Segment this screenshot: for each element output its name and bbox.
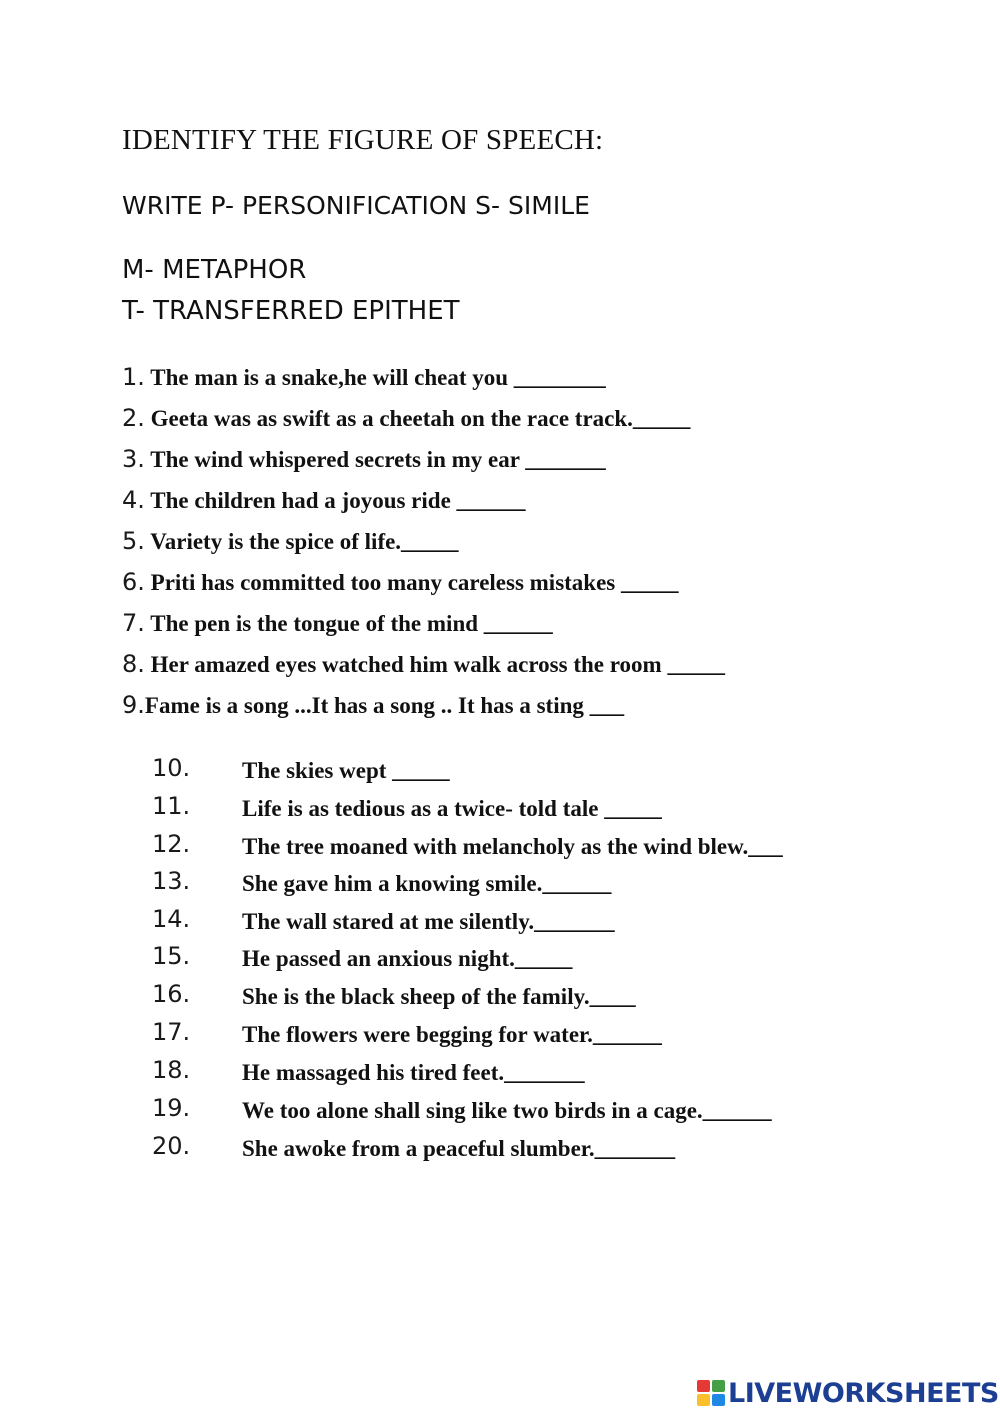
question-number: 16. — [152, 980, 191, 1008]
worksheet-title: IDENTIFY THE FIGURE OF SPEECH: — [122, 124, 604, 156]
question-text: The pen is the tongue of the mind ______ — [144, 611, 553, 636]
worksheet-instruction: WRITE P- PERSONIFICATION S- SIMILE — [122, 191, 590, 220]
question-8 — [122, 652, 725, 676]
question-number: 19. — [152, 1094, 191, 1122]
question-number: 4. — [122, 486, 145, 514]
question-7 — [122, 611, 553, 635]
liveworksheets-logo-icon — [697, 1380, 725, 1406]
question-text: Priti has committed too many careless mistakes _____ — [144, 570, 679, 595]
question-text: Variety is the spice of life._____ — [144, 529, 459, 554]
question-text: She awoke from a peaceful slumber._______ — [242, 1136, 676, 1161]
question-text: The flowers were begging for water.______ — [242, 1022, 662, 1047]
question-number: 9. — [122, 691, 145, 719]
question-number: 14. — [152, 905, 191, 933]
question-5 — [122, 529, 459, 553]
question-9 — [122, 693, 624, 717]
question-text: He massaged his tired feet._______ — [242, 1060, 585, 1085]
liveworksheets-wordmark: LIVEWORKSHEETS — [728, 1377, 999, 1409]
question-text: The wall stared at me silently._______ — [242, 909, 615, 934]
question-number: 3. — [122, 445, 145, 473]
question-number: 12. — [152, 830, 191, 858]
question-text: Life is as tedious as a twice- told tale _____ — [242, 796, 662, 821]
question-text: We too alone shall sing like two birds in a cage.______ — [242, 1098, 772, 1123]
question-3 — [122, 447, 606, 471]
question-number: 18. — [152, 1056, 191, 1084]
question-4 — [122, 488, 526, 512]
question-number: 20. — [152, 1132, 191, 1160]
question-number: 15. — [152, 942, 191, 970]
question-number: 8. — [122, 650, 145, 678]
question-number: 10. — [152, 754, 191, 782]
question-number: 5. — [122, 527, 145, 555]
question-text: Her amazed eyes watched him walk across the room _____ — [144, 652, 725, 677]
question-number: 11. — [152, 792, 191, 820]
question-text: The man is a snake,he will cheat you ________ — [144, 365, 606, 390]
option-transferred-epithet: T- TRANSFERRED EPITHET — [122, 296, 460, 326]
question-number: 13. — [152, 867, 191, 895]
liveworksheets-watermark — [697, 1378, 999, 1408]
question-2 — [122, 406, 690, 430]
question-number: 17. — [152, 1018, 191, 1046]
option-metaphor: M- METAPHOR — [122, 255, 307, 285]
question-text: Fame is a song ...It has a song .. It has a sting ___ — [144, 693, 625, 718]
question-text: She is the black sheep of the family.____ — [242, 984, 636, 1009]
question-text: He passed an anxious night._____ — [242, 946, 573, 971]
question-text: The skies wept _____ — [242, 758, 450, 783]
question-text: The wind whispered secrets in my ear _______ — [144, 447, 606, 472]
question-6 — [122, 570, 679, 594]
question-number: 7. — [122, 609, 145, 637]
question-number: 2. — [122, 404, 145, 432]
question-text: The children had a joyous ride ______ — [144, 488, 526, 513]
question-1 — [122, 365, 606, 389]
question-text: Geeta was as swift as a cheetah on the race track._____ — [144, 406, 691, 431]
question-number: 1. — [122, 363, 145, 391]
question-number: 6. — [122, 568, 145, 596]
question-text: The tree moaned with melancholy as the wind blew.___ — [242, 834, 783, 859]
question-text: She gave him a knowing smile.______ — [242, 871, 612, 896]
